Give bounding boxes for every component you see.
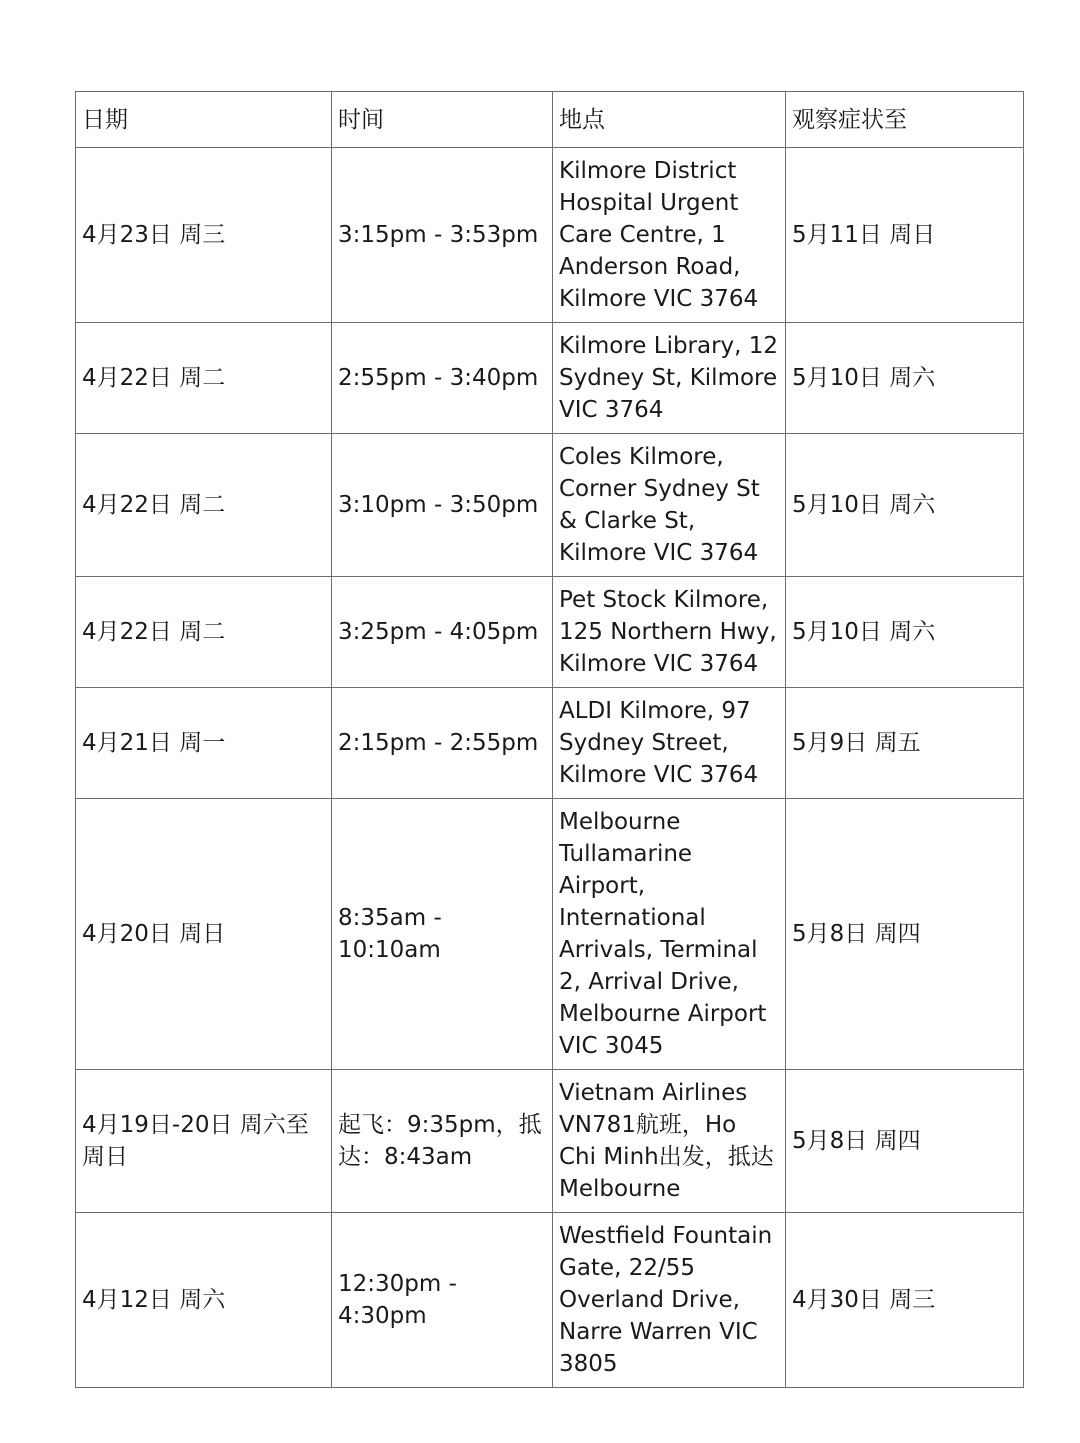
table-row — [76, 1213, 1024, 1388]
cell-time: 8:35am - 10:10am — [332, 799, 553, 1070]
cell-date: 4月12日 周六 — [76, 1213, 332, 1388]
cell-location: Pet Stock Kilmore, 125 Northern Hwy, Kilmore VIC 3764 — [553, 577, 786, 688]
cell-location: Kilmore District Hospital Urgent Care Centre, 1 Anderson Road, Kilmore VIC 3764 — [553, 148, 786, 323]
exposure-sites-table — [75, 91, 1024, 1388]
table-row — [76, 577, 1024, 688]
cell-time: 12:30pm - 4:30pm — [332, 1213, 553, 1388]
table-row — [76, 1070, 1024, 1213]
cell-monitor-until: 5月10日 周六 — [786, 323, 1024, 434]
cell-time: 2:55pm - 3:40pm — [332, 323, 553, 434]
cell-time: 3:10pm - 3:50pm — [332, 434, 553, 577]
table-row — [76, 688, 1024, 799]
cell-time: 起飞：9:35pm，抵达：8:43am — [332, 1070, 553, 1213]
cell-monitor-until: 5月11日 周日 — [786, 148, 1024, 323]
header-time: 时间 — [332, 92, 553, 148]
cell-location: Coles Kilmore, Corner Sydney St & Clarke St, Kilmore VIC 3764 — [553, 434, 786, 577]
cell-date: 4月22日 周二 — [76, 577, 332, 688]
cell-monitor-until: 5月8日 周四 — [786, 1070, 1024, 1213]
cell-location: ALDI Kilmore, 97 Sydney Street, Kilmore VIC 3764 — [553, 688, 786, 799]
header-row — [76, 92, 1024, 148]
cell-monitor-until: 5月10日 周六 — [786, 434, 1024, 577]
cell-date: 4月21日 周一 — [76, 688, 332, 799]
cell-date: 4月23日 周三 — [76, 148, 332, 323]
table-row — [76, 323, 1024, 434]
header-date: 日期 — [76, 92, 332, 148]
header-monitor-until: 观察症状至 — [786, 92, 1024, 148]
table-row — [76, 148, 1024, 323]
cell-date: 4月22日 周二 — [76, 434, 332, 577]
cell-monitor-until: 5月10日 周六 — [786, 577, 1024, 688]
table-row — [76, 799, 1024, 1070]
cell-monitor-until: 5月8日 周四 — [786, 799, 1024, 1070]
cell-monitor-until: 5月9日 周五 — [786, 688, 1024, 799]
cell-date: 4月20日 周日 — [76, 799, 332, 1070]
cell-monitor-until: 4月30日 周三 — [786, 1213, 1024, 1388]
cell-location: Melbourne Tullamarine Airport, International Arrivals, Terminal 2, Arrival Drive, Melbourne Airport VIC 3045 — [553, 799, 786, 1070]
cell-date: 4月19日-20日 周六至周日 — [76, 1070, 332, 1213]
cell-location: Westfield Fountain Gate, 22/55 Overland Drive, Narre Warren VIC 3805 — [553, 1213, 786, 1388]
cell-time: 3:15pm - 3:53pm — [332, 148, 553, 323]
header-location: 地点 — [553, 92, 786, 148]
cell-location: Kilmore Library, 12 Sydney St, Kilmore VIC 3764 — [553, 323, 786, 434]
cell-date: 4月22日 周二 — [76, 323, 332, 434]
cell-location: Vietnam Airlines VN781航班，Ho Chi Minh出发，抵达Melbourne — [553, 1070, 786, 1213]
table-row — [76, 434, 1024, 577]
cell-time: 2:15pm - 2:55pm — [332, 688, 553, 799]
cell-time: 3:25pm - 4:05pm — [332, 577, 553, 688]
